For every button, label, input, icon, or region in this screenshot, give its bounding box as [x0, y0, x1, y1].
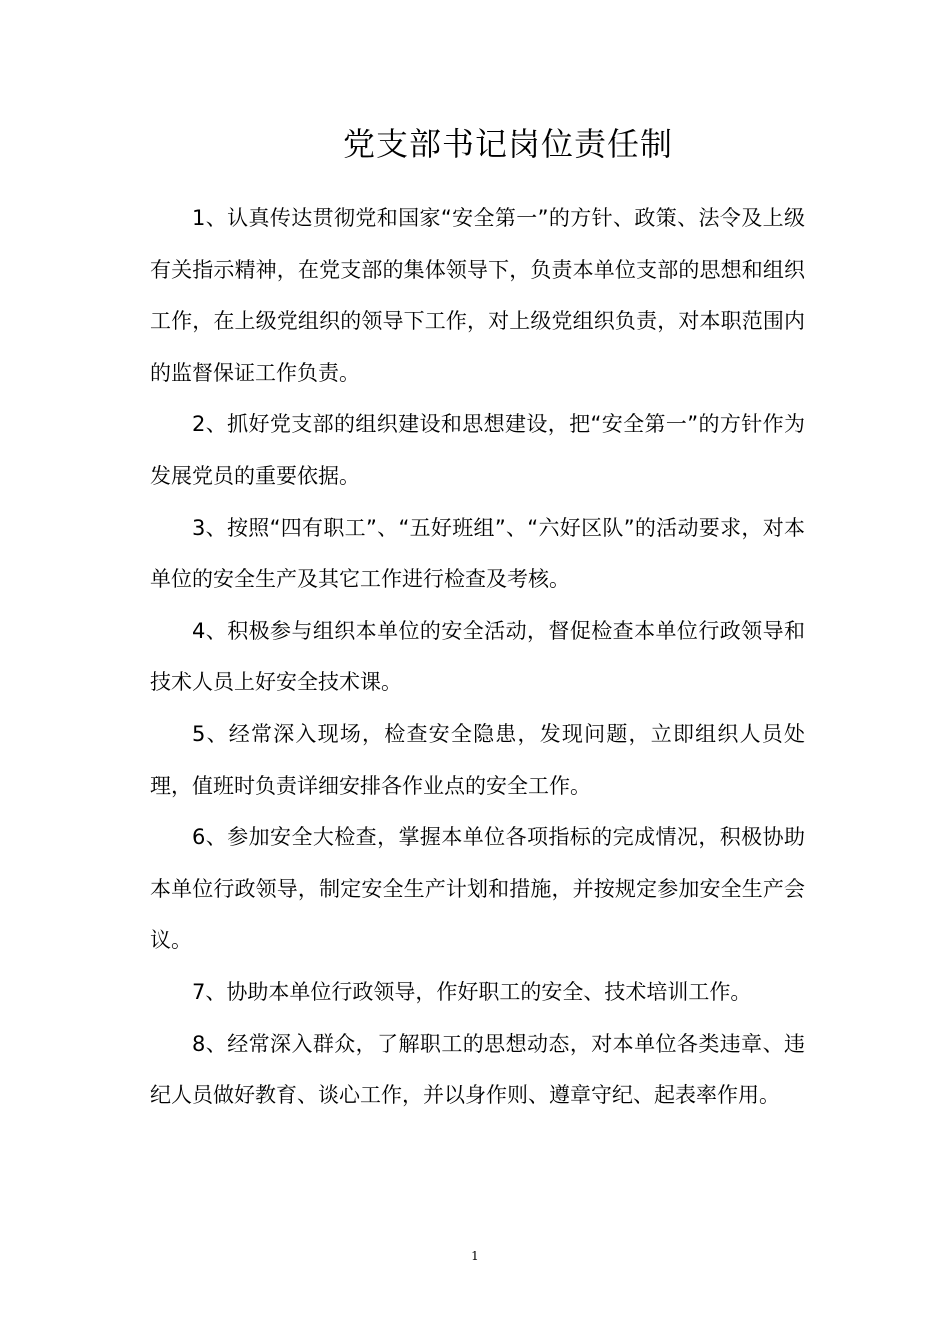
paragraph-6: 6、参加安全大检查，掌握本单位各项指标的完成情况，积极协助本单位行政领导，制定安全生产计划和措施，并按规定参加安全生产会议。 [150, 825, 805, 953]
paragraph-8: 8、经常深入群众，了解职工的思想动态，对本单位各类违章、违纪人员做好教育、谈心工作，并以身作则、遵章守纪、起表率作用。 [150, 1031, 805, 1108]
paragraph-5: 5、经常深入现场，检查安全隐患，发现问题，立即组织人员处理，值班时负责详细安排各作业点的安全工作。 [150, 721, 805, 798]
paragraph-1: 1、认真传达贯彻党和国家“安全第一”的方针、政策、法令及上级有关指示精神，在党支部的集体领导下，负责本单位支部的思想和组织工作，在上级党组织的领导下工作，对上级党组织负责，对本职范围内的监督保证工作负责。 [150, 206, 805, 385]
page-number: 1 [471, 1249, 479, 1263]
paragraph-2: 2、抓好党支部的组织建设和思想建设，把“安全第一”的方针作为发展党员的重要依据。 [150, 412, 805, 488]
document-body [150, 193, 805, 1122]
paragraph-3: 3、按照“四有职工”、“五好班组”、“六好区队”的活动要求，对本单位的安全生产及其它工作进行检查及考核。 [150, 515, 805, 592]
document-title: 党支部书记岗位责任制 [342, 125, 673, 163]
paragraph-4: 4、积极参与组织本单位的安全活动，督促检查本单位行政领导和技术人员上好安全技术课。 [150, 618, 805, 695]
paragraph-7: 7、协助本单位行政领导，作好职工的安全、技术培训工作。 [192, 979, 752, 1004]
